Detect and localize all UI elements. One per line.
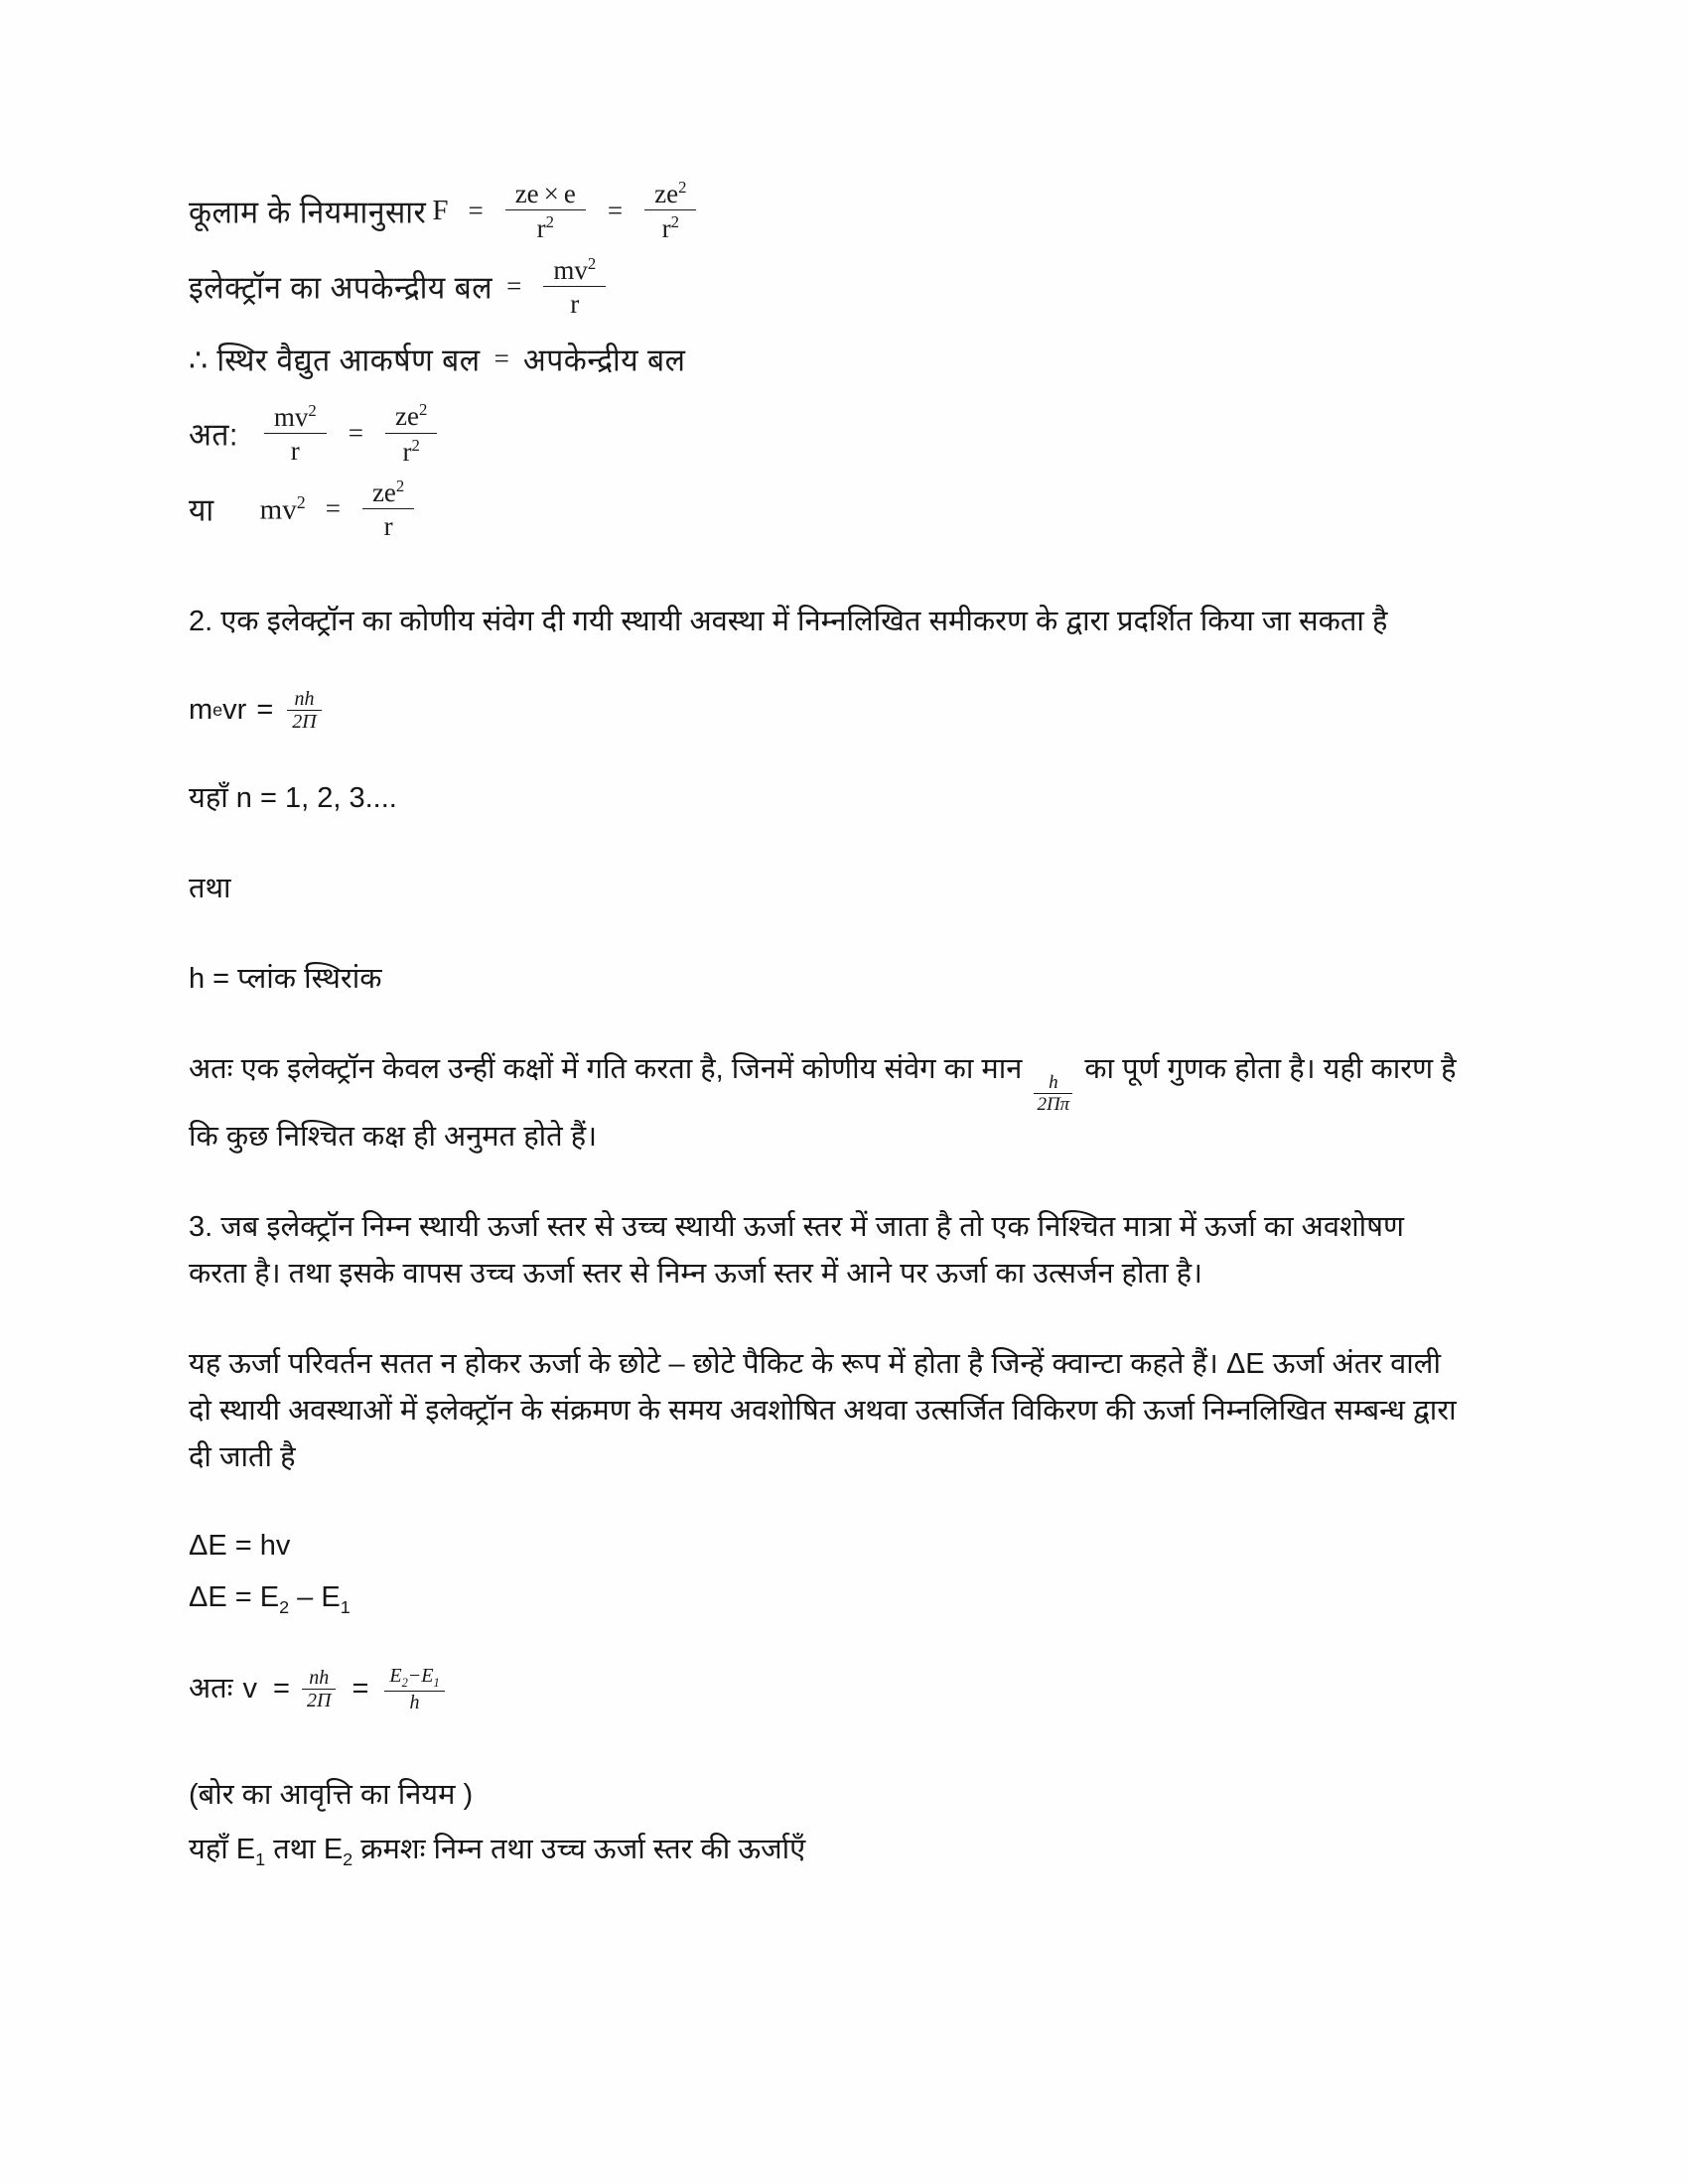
fraction-numerator (505, 180, 586, 209)
fraction-denominator: 2Ππ (1034, 1093, 1072, 1114)
centripetal-force-label: इलेक्ट्रॉन का अपकेन्द्रीय बल (189, 271, 493, 307)
denominator-r: r (536, 212, 546, 243)
numerator-ze: ze (654, 179, 679, 208)
simplified-equation (189, 478, 1470, 541)
fraction-ze2-over-r (362, 478, 414, 541)
bohr-frequency-law-label: (बोर का आवृत्ति का नियम ) (189, 1778, 474, 1811)
therefore-label: अतः (189, 1672, 233, 1705)
e2-subscript: 2 (343, 1848, 353, 1869)
n-values-line: यहाँ n = 1, 2, 3.... (189, 782, 397, 815)
fraction-numerator (384, 1666, 444, 1690)
lhs-mv2 (254, 492, 312, 527)
numerator-e: e (563, 178, 576, 208)
fraction-numerator (362, 478, 414, 508)
numerator-exponent: 2 (418, 400, 428, 420)
fraction-h-over-2pi (1034, 1073, 1072, 1114)
equals-sign: = (325, 493, 341, 524)
coulomb-law-label: कूलाम के नियमानुसार (189, 195, 427, 230)
quanta-line-1: यह ऊर्जा परिवर्तन सतत न होकर ऊर्जा के छोटे – छोटे पैकिट के रूप में होता है जिन्हें क्वान्टा कहते हैं। (189, 1348, 1218, 1381)
fraction-denominator (644, 209, 696, 242)
conclusion-text-a: अतः एक इलेक्ट्रॉन केवल उन्हीं कक्षों में गति करता है, जिनमें कोणीय संवेग का मान (189, 1053, 1023, 1086)
numerator-mv: mv (553, 254, 588, 285)
centripetal-force-label-right: अपकेन्द्रीय बल (522, 343, 686, 378)
energy-levels-note (189, 1827, 1470, 1874)
denominator-exponent: 2 (670, 212, 679, 232)
equals-sign-2: = (352, 1672, 369, 1705)
numerator-e2: E (389, 1665, 402, 1688)
fraction-nh-over-2pi (302, 1668, 336, 1710)
fraction-denominator: r (362, 508, 414, 540)
minus-e: – E (289, 1580, 341, 1613)
denominator-exponent: 2 (411, 435, 420, 455)
denominator-r: r (661, 213, 671, 244)
electron-subscript: e (212, 699, 223, 720)
numerator-ze: ze (371, 478, 396, 508)
numerator-mv: mv (273, 401, 309, 432)
fraction-denominator (505, 209, 586, 242)
fraction-ze-times-e-over-r2 (505, 180, 586, 243)
balance-equation (189, 401, 1470, 466)
note-text-b: तथा E (265, 1833, 344, 1865)
delta-e-equations (189, 1525, 1470, 1620)
e1-subscript: 1 (340, 1596, 351, 1617)
bohr-frequency-equation (189, 1666, 1470, 1711)
delta-e-equals-hv: ΔE = hv (189, 1530, 291, 1563)
conclusion-text-b: का पूर्ण गुणक (1084, 1053, 1227, 1086)
plancks-constant-line: h = प्लांक स्थिरांक (189, 963, 382, 996)
fraction-e2-minus-e1-over-h (384, 1666, 444, 1711)
postulate-3-paragraph: 3. जब इलेक्ट्रॉन निम्न स्थायी ऊर्जा स्तर से उच्च स्थायी ऊर्जा स्तर में जाता है तो एक निश्चित मात्रा में ऊर्जा का अवशोषण करता है। तथा इसके वापस उच्च ऊर्जा स्तर से निम्न ऊर्जा स्तर में आने पर ऊर्जा का उत्सर्जन होता है। (189, 1211, 1404, 1291)
or-label: या (189, 493, 214, 529)
mass-symbol: m (189, 693, 213, 726)
equals-sign-1: = (273, 1672, 290, 1705)
numerator-ze: ze (514, 178, 539, 208)
fraction-numerator (644, 179, 696, 209)
fraction-nh-over-2pi (287, 689, 321, 732)
conclusion-text-c: होता है। यही कारण है कि कुछ निश्चित कक्ष ही अनुमत होते हैं। (189, 1053, 1457, 1154)
fraction-mv2-over-r (543, 255, 606, 319)
note-text-c: क्रमशः निम्न तथा उच्च ऊर्जा स्तर की ऊर्जाएँ (352, 1833, 806, 1865)
page-content (189, 179, 1470, 1918)
fraction-denominator: 2Π (287, 710, 321, 732)
therefore-label: अत: (189, 418, 238, 454)
fraction-denominator: r (543, 286, 606, 318)
equals-sign: = (256, 693, 274, 726)
lhs-mv: mv (259, 493, 297, 526)
fraction-numerator (543, 255, 606, 286)
numerator-e1: E (421, 1665, 434, 1688)
fraction-mv2-over-r (264, 402, 327, 466)
quanta-paragraph (189, 1341, 1470, 1481)
fraction-ze2-over-r2 (644, 179, 696, 243)
denominator-exponent: 2 (545, 211, 554, 231)
numerator-exponent: 2 (395, 477, 405, 496)
force-symbol: F (432, 194, 449, 226)
numerator-times: × (543, 178, 559, 208)
numerator-e1-subscript: 1 (433, 1676, 440, 1691)
e1-subscript: 1 (255, 1848, 266, 1869)
fraction-numerator (385, 401, 437, 432)
angular-momentum-equation (189, 689, 1470, 733)
fraction-numerator: h (1049, 1072, 1058, 1094)
fraction-ze2-over-r2 (385, 401, 437, 466)
centripetal-force-equation (189, 255, 1470, 319)
numerator-exponent: 2 (678, 178, 687, 197)
quanta-line-2: ΔE ऊर्जा अंतर वाली दो स्थायी अवस्थाओं में इलेक्ट्रॉन के संक्रमण के समय अवशोषित अथवा उत्सर्जित (189, 1348, 1441, 1428)
force-balance-statement (189, 330, 1470, 387)
equals-sign-2: = (607, 195, 624, 225)
delta-e-prefix: ΔE = E (189, 1580, 280, 1613)
fraction-denominator: 2Π (302, 1689, 336, 1710)
numerator-minus: − (407, 1665, 422, 1688)
quanta-line-3: विकिरण की ऊर्जा निम्नलिखित सम्बन्ध द्वारा दी जाती है (189, 1395, 1457, 1474)
e2-subscript: 2 (279, 1596, 290, 1617)
postulate-2-paragraph: 2. एक इलेक्ट्रॉन का कोणीय संवेग दी गयी स्थायी अवस्था में निम्नलिखित समीकरण के द्वारा प्रदर्शित किया जा सकता है (189, 605, 1388, 637)
fraction-denominator: r (264, 433, 327, 465)
fraction-numerator: nh (294, 687, 315, 710)
fraction-numerator (264, 402, 327, 433)
equals-sign: = (506, 271, 522, 302)
numerator-ze: ze (394, 401, 419, 432)
equals-sign: = (468, 195, 484, 225)
coulomb-law-equation (189, 179, 1470, 243)
postulate-2-conclusion (189, 1046, 1470, 1160)
fraction-numerator: nh (309, 1667, 330, 1690)
numerator-exponent: 2 (587, 253, 597, 273)
velocity-radius: vr (222, 693, 247, 726)
numerator-e2-subscript: 2 (401, 1676, 408, 1691)
numerator-exponent: 2 (308, 400, 317, 420)
lhs-exponent: 2 (296, 491, 306, 512)
frequency-symbol: v (242, 1672, 258, 1705)
equals-sign: = (493, 342, 509, 373)
delta-e-equals-e2-minus-e1 (189, 1576, 1470, 1621)
and-word-line: तथा (189, 873, 231, 905)
fraction-denominator: h (384, 1691, 444, 1712)
denominator-r: r (402, 436, 412, 467)
note-text-a: यहाँ E (189, 1833, 256, 1865)
electrostatic-force-label: ∴ स्थिर वैद्युत आकर्षण बल (189, 343, 481, 378)
coulomb-derivation-block (189, 179, 1470, 541)
equals-sign: = (348, 418, 363, 449)
fraction-denominator (385, 433, 437, 466)
